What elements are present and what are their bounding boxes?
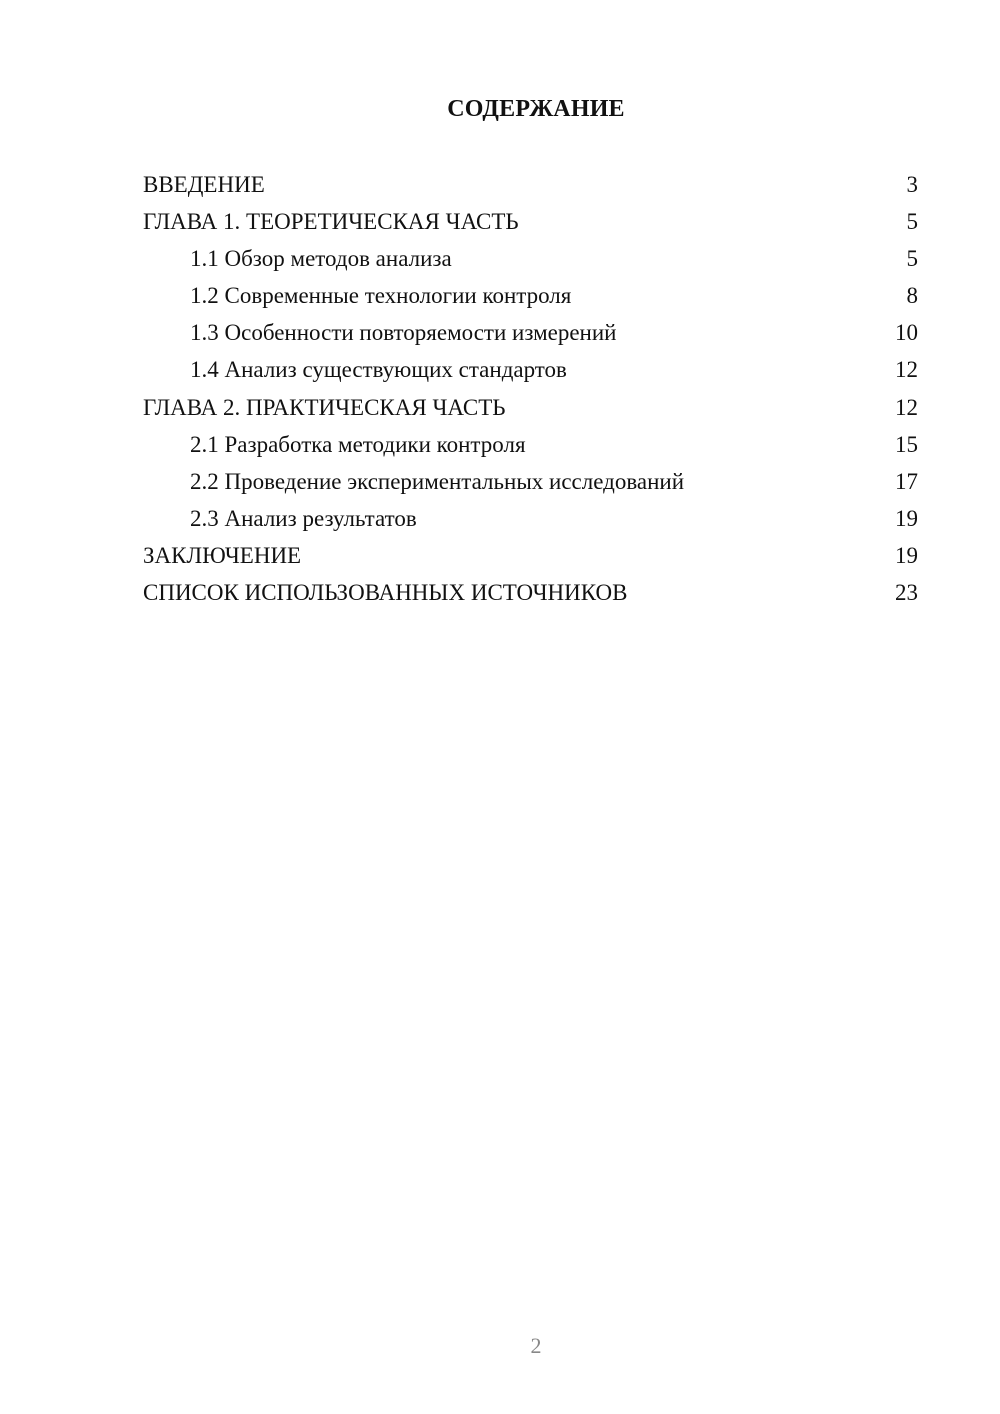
toc-entry-page: 10 — [895, 320, 918, 346]
toc-entry-page: 15 — [895, 431, 918, 457]
toc-entry-page: 23 — [895, 580, 918, 606]
toc-entry-label: 2.1 Разработка методики контроля — [190, 431, 526, 457]
toc-entry-conclusion[interactable] — [143, 537, 918, 574]
page-number: 2 — [530, 1333, 542, 1358]
toc-entry-section-2-1[interactable] — [143, 426, 918, 463]
toc-entry-chapter-1[interactable] — [143, 203, 918, 240]
toc-entry-page: 12 — [895, 357, 918, 383]
toc-entry-section-2-3[interactable] — [143, 500, 918, 537]
table-of-contents — [143, 166, 918, 611]
toc-entry-page: 19 — [895, 505, 918, 531]
toc-entry-label: 1.2 Современные технологии контроля — [190, 283, 572, 309]
toc-entry-section-1-3[interactable] — [143, 314, 918, 351]
toc-entry-label: 2.2 Проведение экспериментальных исследований — [190, 468, 685, 494]
toc-entry-section-1-1[interactable] — [143, 240, 918, 277]
toc-title: СОДЕРЖАНИЕ — [447, 96, 625, 122]
toc-entry-page: 17 — [895, 468, 918, 494]
toc-entry-label: ГЛАВА 1. ТЕОРЕТИЧЕСКАЯ ЧАСТЬ — [143, 209, 519, 235]
toc-entry-introduction[interactable] — [143, 166, 918, 203]
toc-entry-label: 2.3 Анализ результатов — [190, 505, 417, 531]
toc-entry-page: 12 — [895, 394, 918, 420]
toc-entry-section-1-4[interactable] — [143, 351, 918, 388]
toc-entry-page: 5 — [906, 246, 918, 272]
toc-entry-label: ВВЕДЕНИЕ — [143, 172, 265, 197]
toc-entry-label: СПИСОК ИСПОЛЬЗОВАННЫХ ИСТОЧНИКОВ — [143, 580, 628, 606]
toc-entry-chapter-2[interactable] — [143, 389, 918, 426]
toc-entry-label: ЗАКЛЮЧЕНИЕ — [143, 542, 302, 568]
toc-entry-page: 8 — [906, 283, 918, 309]
toc-entry-label: ГЛАВА 2. ПРАКТИЧЕСКАЯ ЧАСТЬ — [143, 394, 506, 420]
toc-entry-label: 1.3 Особенности повторяемости измерений — [190, 320, 617, 346]
toc-entry-section-1-2[interactable] — [143, 277, 918, 314]
toc-entry-page: 3 — [906, 172, 918, 197]
toc-entry-label: 1.1 Обзор методов анализа — [190, 246, 452, 272]
toc-entry-references[interactable] — [143, 574, 918, 611]
toc-entry-section-2-2[interactable] — [143, 463, 918, 500]
toc-entry-page: 5 — [906, 209, 918, 235]
toc-entry-page: 19 — [895, 542, 918, 568]
toc-entry-label: 1.4 Анализ существующих стандартов — [190, 357, 567, 383]
